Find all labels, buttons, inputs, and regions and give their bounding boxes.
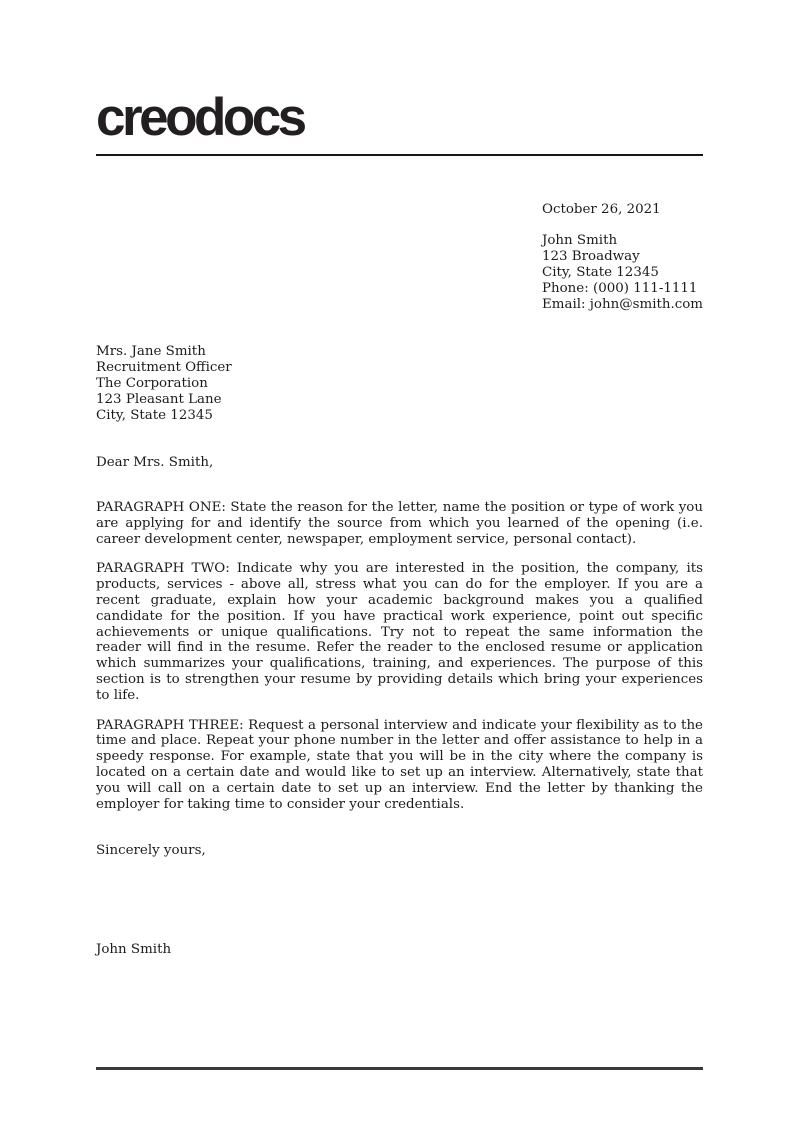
sender-name: John Smith	[541, 233, 618, 248]
salutation: Dear Mrs. Smith,	[96, 455, 214, 470]
sender-address	[542, 233, 703, 313]
sender-block-container	[96, 202, 703, 313]
sender-email: Email: john@smith.com	[541, 297, 703, 312]
signature-name: John Smith	[96, 942, 172, 958]
recipient-company: The Corporation	[96, 376, 208, 391]
recipient-title: Recruitment Officer	[96, 360, 232, 375]
creodocs-logo: creodocs	[96, 88, 304, 147]
letter-date: October 26, 2021	[541, 202, 661, 217]
letter-content	[96, 0, 703, 958]
sender-street: 123 Broadway	[541, 249, 640, 264]
sender-block	[542, 202, 703, 313]
footer-rule	[96, 1067, 703, 1070]
recipient-name: Mrs. Jane Smith	[96, 344, 206, 359]
recipient-city: City, State 12345	[96, 408, 213, 423]
paragraph-three: PARAGRAPH THREE: Request a personal interview and indicate your flexibility as to the time and place. Repeat your phone number in the letter and offer assistance to help in a speedy response. For example, state that you will be in the city where the company is located on a certain date and would like to set up an interview. Alternatively, state that you will call on a certain date to set up an interview. End the letter by thanking the employer for taking time to consider your credentials.	[96, 717, 703, 812]
recipient-block	[96, 344, 703, 424]
sender-phone: Phone: (000) 111-1111	[541, 281, 698, 296]
closing-valediction: Sincerely yours,	[96, 843, 206, 859]
sender-city: City, State 12345	[541, 265, 659, 280]
header-rule	[96, 154, 703, 156]
recipient-street: 123 Pleasant Lane	[96, 392, 222, 407]
paragraph-two: PARAGRAPH TWO: Indicate why you are interested in the position, the company, its products, services - above all, stress what you can do for the employer. If you are a recent graduate, explain how your academic background makes you a qualified candidate for the position. If you have practical work experience, point out specific achievements or unique qualifications. Try not to repeat the same information the reader will find in the resume. Refer the reader to the enclosed resume or application which summarizes your qualifications, training, and experiences. The purpose of this section is to strengthen your resume by providing details which bring your experiences to life.	[96, 561, 703, 703]
paragraph-one: PARAGRAPH ONE: State the reason for the letter, name the position or type of work you are applying for and identify the source from which you learned of the opening (i.e. career development center, newspaper, employment service, personal contact).	[96, 500, 703, 547]
